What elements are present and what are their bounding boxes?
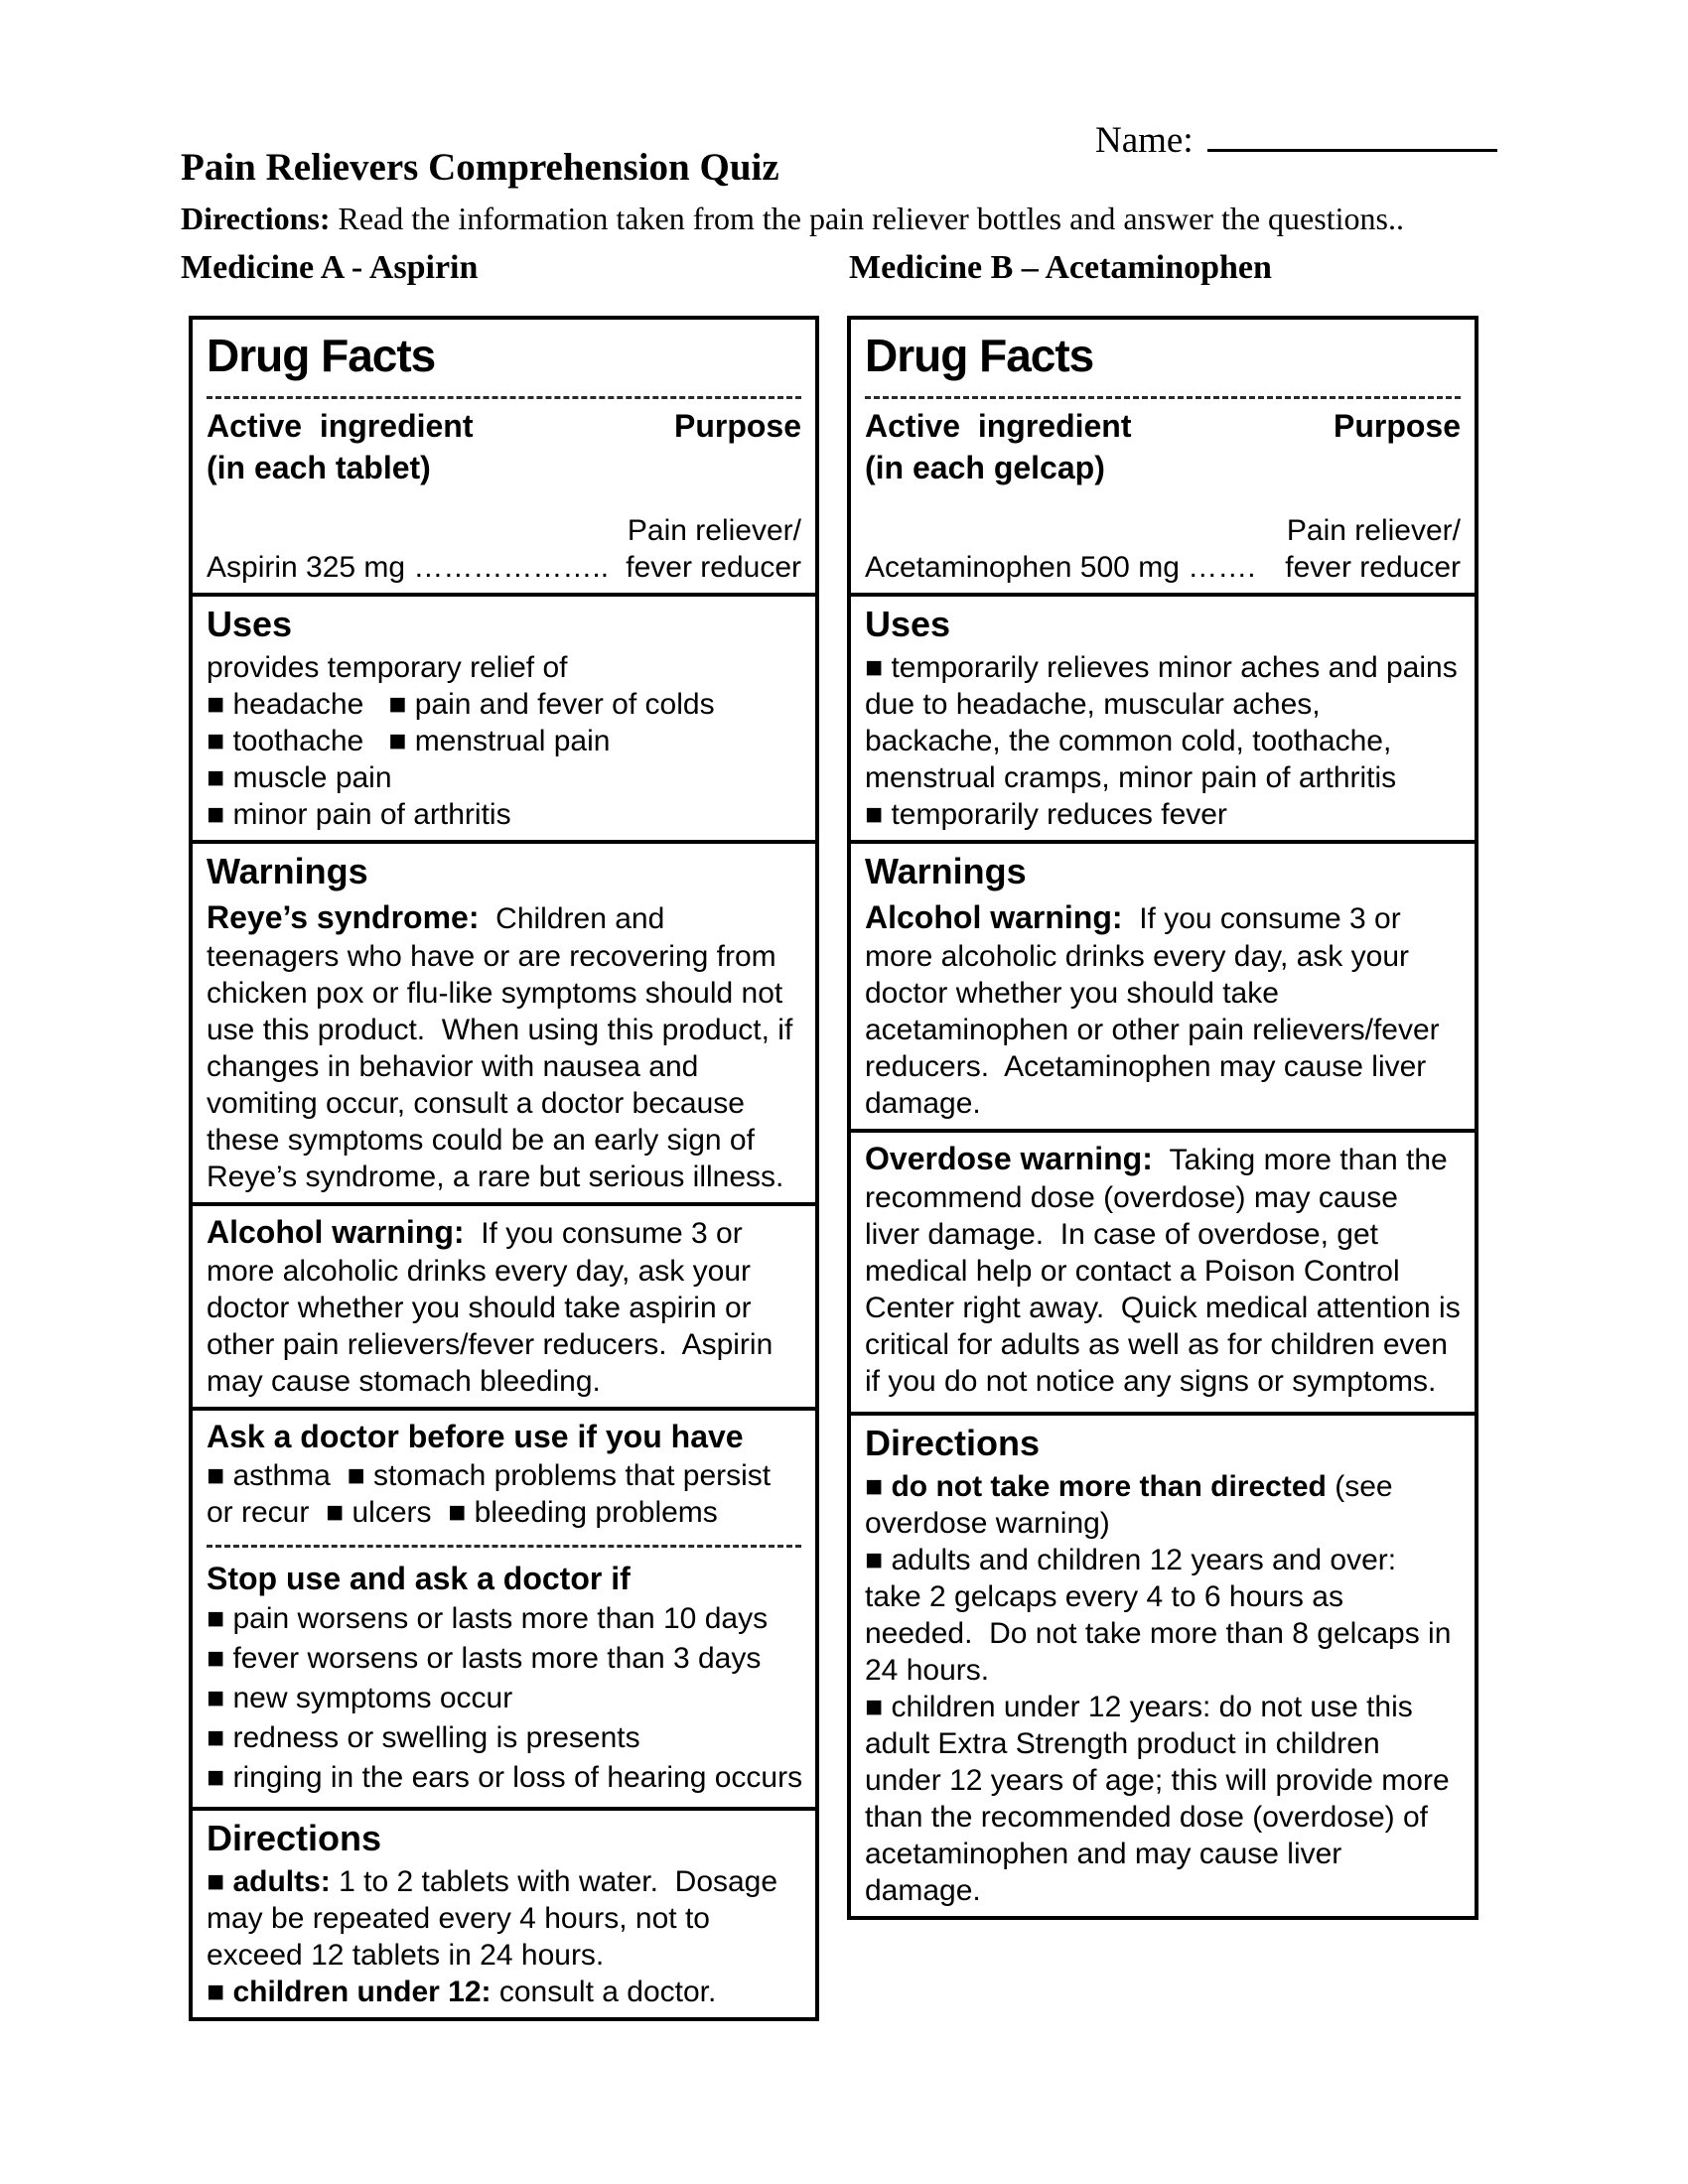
drug-facts-label-b [847, 316, 1478, 1920]
label-a-ingredient-row [207, 549, 801, 586]
label-a-alcohol-text: If you consume 3 or more alcoholic drinks every day, ask your doctor whether you should take aspirin or other pain relievers/fever reducers. Aspirin may cause stomach bleeding. [207, 1217, 774, 1398]
label-b-alcohol-lead: Alcohol warning: [865, 899, 1123, 935]
label-a-reye-lead: Reye’s syndrome: [207, 899, 480, 935]
label-b-alcohol-text: If you consume 3 or more alcoholic drinks every day, ask your doctor whether you should take acetaminophen or other pain relievers/fever reducers. Acetaminophen may cause liver damage. [865, 902, 1440, 1120]
label-a-uses-item: ■ minor pain of arthritis [207, 798, 511, 831]
directions-text: Read the information taken from the pain reliever bottles and answer the questions.. [338, 201, 1404, 236]
label-a-ingredient-unit: (in each tablet) [207, 450, 431, 485]
name-label: Name: [1095, 120, 1194, 161]
label-a-adults-text: 1 to 2 tablets with water. Dosage may be repeated every 4 hours, not to exceed 12 tablets in 24 hours. [207, 1865, 778, 1972]
label-a-uses-item: ■ muscle pain [207, 761, 392, 794]
directions-line [181, 201, 1404, 237]
label-a-purpose-value-line2: fever reducer [626, 551, 801, 584]
label-b-drug-facts-title: Drug Facts [865, 330, 1094, 381]
label-b-directions-item-1 [865, 1468, 1461, 1542]
label-b-ingredient-value: Acetaminophen 500 mg ……. [865, 551, 1256, 584]
label-b-directions-item-2: ■ adults and children 12 years and over: take 2 gelcaps every 4 to 6 hours as needed. Do not take more than 8 gelcaps in 24 hours. [865, 1544, 1452, 1687]
label-a-children-lead: ■ children under 12: [207, 1976, 492, 2008]
label-a-directions-section [193, 1807, 815, 2017]
medicine-b-title: Medicine B – Acetaminophen [849, 249, 1272, 286]
drug-facts-label-a [189, 316, 819, 2021]
label-a-alcohol-lead: Alcohol warning: [207, 1214, 465, 1250]
label-a-drug-facts-title: Drug Facts [207, 330, 436, 381]
label-b-purpose-value-line2: fever reducer [1285, 551, 1461, 584]
label-b-alcohol-warning [865, 896, 1461, 1122]
label-a-uses-item: ■ toothache ■ menstrual pain [207, 725, 611, 757]
label-a-ingredient-purpose-row [207, 405, 801, 447]
label-a-ask-heading: Ask a doctor before use if you have [207, 1419, 744, 1454]
label-a-uses-section [193, 593, 815, 840]
label-b-directions-section [851, 1412, 1475, 1916]
label-a-active-ingredient-label: Active ingredient [207, 408, 474, 444]
label-b-warnings-section [851, 840, 1475, 1129]
label-a-stop-item: ■ redness or swelling is presents [207, 1721, 640, 1754]
name-blank-line[interactable] [1207, 109, 1497, 152]
label-b-purpose-label: Purpose [1333, 408, 1461, 444]
label-a-stop-heading: Stop use and ask a doctor if [207, 1561, 631, 1596]
label-a-purpose-value-line1: Pain reliever/ [627, 514, 801, 547]
label-a-alcohol-warning-section [193, 1202, 815, 1407]
label-b-header-section [851, 320, 1475, 593]
label-b-uses-item: ■ temporarily relieves minor aches and pains due to headache, muscular aches, backache, the common cold, toothache, menstrual cramps, minor pain of arthritis [865, 651, 1458, 794]
page-title: Pain Relievers Comprehension Quiz [181, 146, 779, 189]
label-a-stop-item: ■ fever worsens or lasts more than 3 days [207, 1642, 762, 1675]
dashed-divider [865, 396, 1461, 399]
label-a-ask-items: ■ asthma ■ stomach problems that persist or recur ■ ulcers ■ bleeding problems [207, 1459, 772, 1529]
label-a-ingredient-value: Aspirin 325 mg ……………….. [207, 551, 610, 584]
label-a-warnings-heading: Warnings [207, 851, 368, 891]
label-a-alcohol-warning [207, 1211, 801, 1400]
label-b-uses-item: ■ temporarily reduces fever [865, 798, 1227, 831]
label-b-uses-section [851, 593, 1475, 840]
label-a-children-text: consult a doctor. [498, 1976, 717, 2008]
label-a-warnings-section [193, 840, 815, 1202]
name-field-row [1095, 109, 1497, 162]
label-a-uses-item: ■ headache ■ pain and fever of colds [207, 688, 715, 721]
dashed-divider [207, 1545, 801, 1548]
label-b-directions-item-3: ■ children under 12 years: do not use this adult Extra Strength product in children under 12 years of age; this will provide more than the recommended dose (overdose) of acetaminophen and may cause liver damage. [865, 1691, 1450, 1907]
directions-lead: Directions: [181, 201, 331, 236]
label-a-stop-item: ■ ringing in the ears or loss of hearing occurs [207, 1761, 803, 1794]
label-a-directions-children [207, 1974, 801, 2010]
label-a-reye-text: Children and teenagers who have or are recovering from chicken pox or flu-like symptoms should not use this product. When using this product, if changes in behavior with nausea and vomiting occur, consult a doctor because these symptoms could be an early sign of Reye’s syndrome, a rare but serious illness. [207, 902, 793, 1193]
label-a-uses-heading: Uses [207, 604, 293, 644]
label-a-purpose-label: Purpose [673, 408, 801, 444]
label-a-ask-stop-section [193, 1407, 815, 1807]
dashed-divider [207, 396, 801, 399]
label-b-ingredient-purpose-row [865, 405, 1461, 447]
label-b-uses-heading: Uses [865, 604, 951, 644]
label-a-adults-lead: ■ adults: [207, 1865, 331, 1898]
label-a-stop-item: ■ new symptoms occur [207, 1682, 513, 1714]
label-a-uses-intro: provides temporary relief of [207, 651, 568, 684]
label-a-header-section [193, 320, 815, 593]
label-b-directions-item1-lead: ■ do not take more than directed [865, 1470, 1327, 1503]
label-a-directions-heading: Directions [207, 1818, 382, 1858]
medicine-a-title: Medicine A - Aspirin [181, 249, 479, 286]
label-b-directions-item1-text: (see overdose warning) [865, 1470, 1393, 1540]
label-b-overdose-lead: Overdose warning: [865, 1141, 1153, 1176]
label-b-warnings-heading: Warnings [865, 851, 1027, 891]
label-b-overdose-warning [865, 1138, 1461, 1400]
label-b-purpose-value-line1: Pain reliever/ [1286, 514, 1461, 547]
label-a-stop-item: ■ pain worsens or lasts more than 10 days [207, 1602, 769, 1635]
label-b-overdose-text: Taking more than the recommend dose (overdose) may cause liver damage. In case of overdose, get medical help or contact a Poison Control Center right away. Quick medical attention is critical for adults as well as for children even if you do not notice any signs or symptoms. [865, 1144, 1461, 1398]
label-b-directions-heading: Directions [865, 1423, 1041, 1463]
label-b-ingredient-unit: (in each gelcap) [865, 450, 1105, 485]
label-b-overdose-warning-section [851, 1129, 1475, 1412]
label-a-reye-warning [207, 896, 801, 1195]
label-a-directions-adults [207, 1863, 801, 1974]
label-b-active-ingredient-label: Active ingredient [865, 408, 1132, 444]
label-b-ingredient-row [865, 549, 1461, 586]
